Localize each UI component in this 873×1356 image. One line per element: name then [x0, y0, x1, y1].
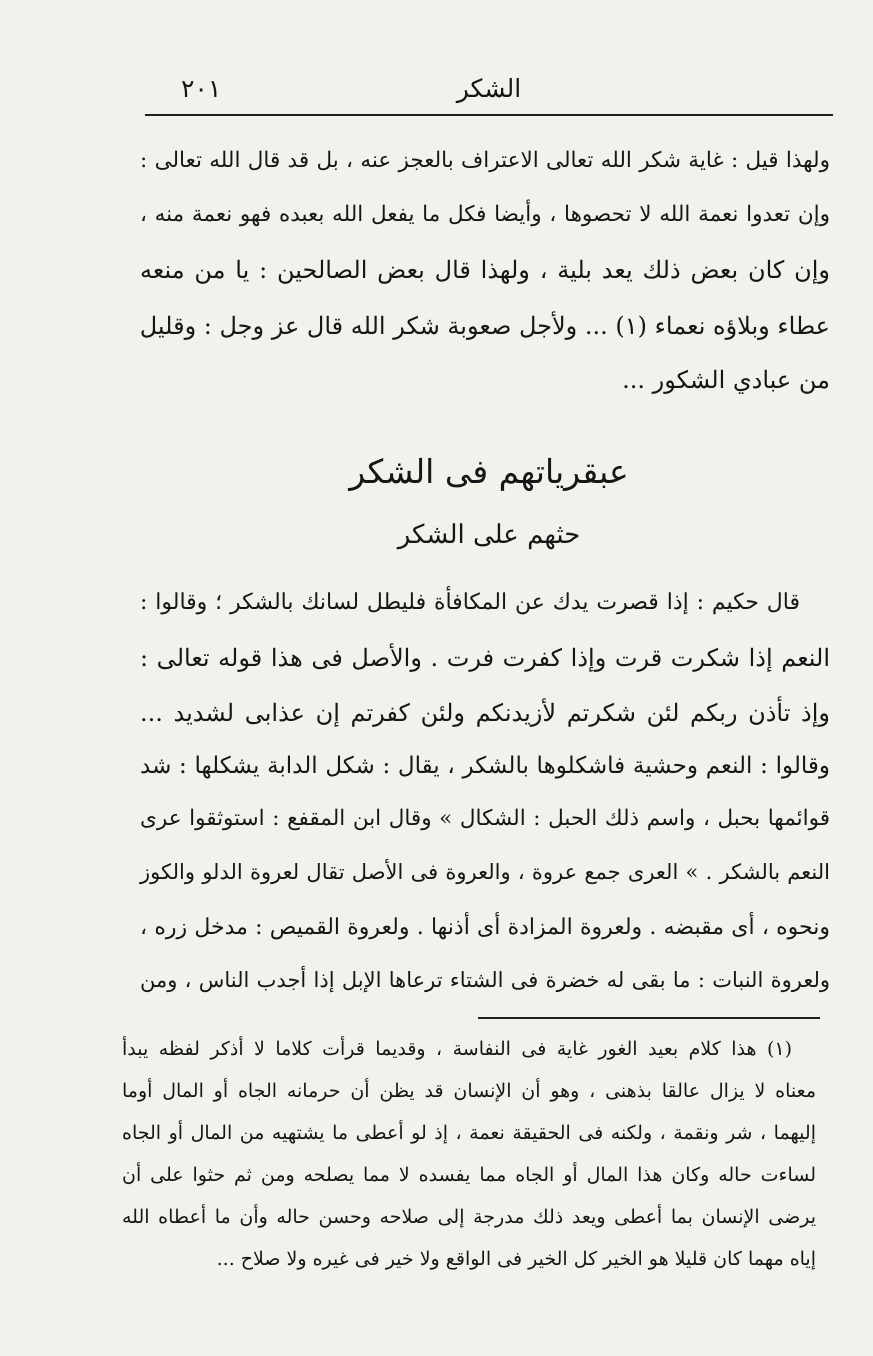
footnote-line: (١) هذا كلام بعيد الغور غاية فى النفاسة ، وقديما قرأت كلاما لا أذكر لفظه يبدأ	[122, 1038, 792, 1060]
text-line: قال حكيم : إذا قصرت يدك عن المكافأة فليطل لسانك بالشكر ؛ وقالوا :	[140, 590, 800, 615]
text-line: وقالوا : النعم وحشية فاشكلوها بالشكر ، يقال : شكل الدابة يشكلها : شد	[140, 753, 830, 779]
footnote-line: إليهما ، شر ونقمة ، ولكنه فى الحقيقة نعمة ، إذ لو أعطى ما يشتهيه من المال أو الجاه	[122, 1122, 816, 1144]
text-line: وإذ تأذن ربكم لئن شكرتم لأزيدنكم ولئن كفرتم إن عذابى لشديد ...	[140, 699, 830, 727]
running-title: الشكر	[456, 74, 522, 103]
text-line: ولهذا قيل : غاية شكر الله تعالى الاعتراف بالعجز عنه ، بل قد قال الله تعالى :	[140, 148, 830, 173]
text-line: وإن تعدوا نعمة الله لا تحصوها ، وأيضا فكل ما يفعل الله بعبده فهو نعمة منه ،	[140, 202, 830, 227]
text-line: من عبادي الشكور ...	[622, 366, 830, 394]
footnote-line: يرضى الإنسان بما أعطى ويعد ذلك مدرجة إلى صلاحه وحسن حاله وأن ما أعطاه الله	[122, 1206, 816, 1228]
section-heading: عبقرياتهم فى الشكر	[349, 452, 629, 491]
text-line: النعم إذا شكرت قرت وإذا كفرت فرت . والأصل فى هذا قوله تعالى :	[140, 644, 830, 672]
text-line: وإن كان بعض ذلك يعد بلية ، ولهذا قال بعض الصالحين : يا من منعه	[140, 256, 830, 284]
page-header	[145, 68, 833, 116]
text-line: ونحوه ، أى مقبضه . ولعروة المزادة أى أذنها . ولعروة القميص : مدخل زره ،	[140, 915, 830, 940]
footnote-line: معناه لا يزال عالقا بذهنى ، وهو أن الإنسان قد يظن أن حرمانه الجاه أو المال أوما	[122, 1080, 816, 1102]
footnote-line: لساءت حاله وكان هذا المال أو الجاه مما يفسده لا مما يصلحه ومن ثم حثوا على أن	[122, 1164, 816, 1186]
text-line: النعم بالشكر . » العرى جمع عروة ، والعروة فى الأصل تقال لعروة الدلو والكوز	[140, 860, 830, 884]
text-line: قوائمها بحبل ، واسم ذلك الحبل : الشكال » وقال ابن المقفع : استوثقوا عرى	[140, 806, 830, 831]
page-number: ٢٠١	[181, 74, 222, 103]
text-line: عطاء وبلاؤه نعماء (١) ... ولأجل صعوبة شكر الله قال عز وجل : وقليل	[139, 312, 830, 340]
section-subheading: حثهم على الشكر	[397, 520, 581, 550]
text-line: ولعروة النبات : ما بقى له خضرة فى الشتاء ترعاها الإبل إذا أجدب الناس ، ومن	[140, 968, 830, 992]
footnote-separator	[478, 1017, 820, 1019]
footnote-line: إياه مهما كان قليلا هو الخير كل الخير فى الواقع ولا خير فى غيره ولا صلاح ...	[216, 1248, 816, 1270]
